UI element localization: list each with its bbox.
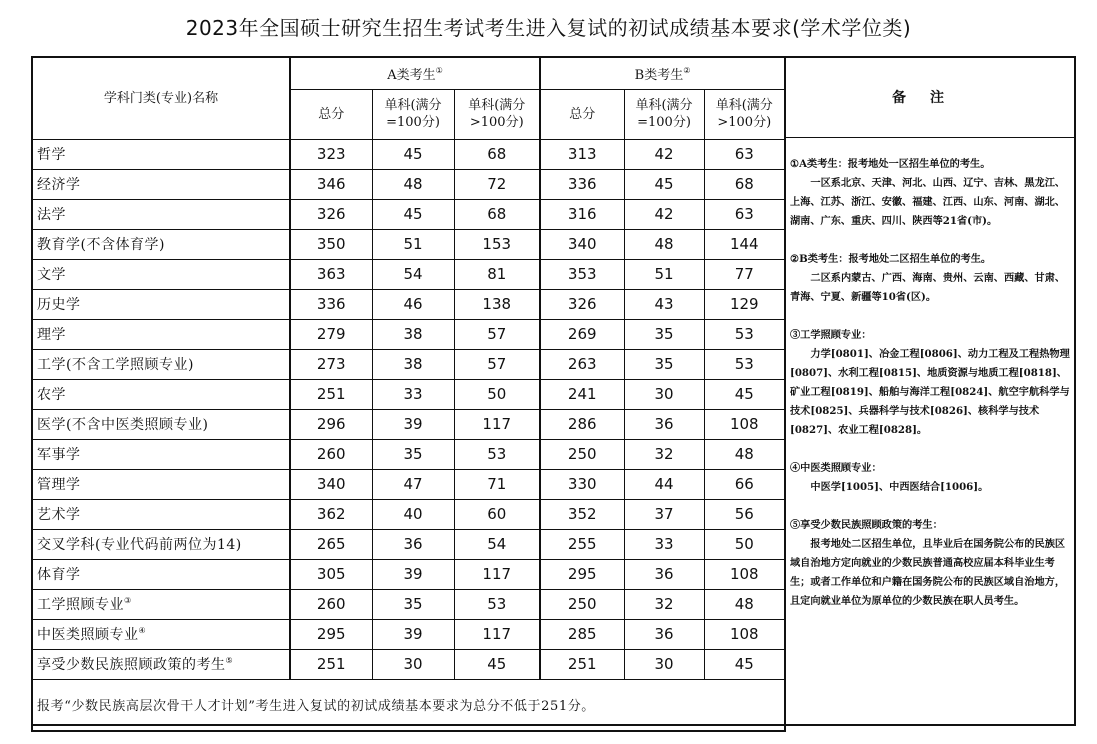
a-single-gt100-score: 57 xyxy=(454,349,540,379)
b-single-gt100-score: 129 xyxy=(704,289,785,319)
a-single-100-score: 35 xyxy=(372,439,454,469)
subject-name: 工学(不含工学照顾专业) xyxy=(32,349,290,379)
b-total-score: 352 xyxy=(540,499,624,529)
a-single-100-score: 47 xyxy=(372,469,454,499)
a-total-score: 295 xyxy=(290,619,372,649)
b-single-gt100-score: 48 xyxy=(704,589,785,619)
table-row xyxy=(32,439,785,469)
b-single-gt100-score: 56 xyxy=(704,499,785,529)
b-total-score: 336 xyxy=(540,169,624,199)
table-row xyxy=(32,319,785,349)
a-total-score: 251 xyxy=(290,379,372,409)
a-total-score: 260 xyxy=(290,439,372,469)
b-single-100-score: 36 xyxy=(624,409,704,439)
table-row xyxy=(32,499,785,529)
b-total-score: 250 xyxy=(540,439,624,469)
b-single-100-score: 37 xyxy=(624,499,704,529)
b-single-100-score: 35 xyxy=(624,349,704,379)
a-single-100-score: 35 xyxy=(372,589,454,619)
a-total-score: 279 xyxy=(290,319,372,349)
table-row xyxy=(32,469,785,499)
b-single-gt100-score: 53 xyxy=(704,349,785,379)
a-single-100-score: 38 xyxy=(372,319,454,349)
note-mark: ③ xyxy=(124,596,132,605)
subject-name: 法学 xyxy=(32,199,290,229)
b-single-gt100-score: 45 xyxy=(704,379,785,409)
subject-header: 学科门类(专业)名称 xyxy=(32,57,290,139)
footer-note: 报考“少数民族高层次骨干人才计划”考生进入复试的初试成绩基本要求为总分不低于251分。 xyxy=(32,679,785,731)
b-single-100-score: 36 xyxy=(624,559,704,589)
b-total-score: 255 xyxy=(540,529,624,559)
table-row xyxy=(32,409,785,439)
a-single-gt100-score: 81 xyxy=(454,259,540,289)
a-total-score: 296 xyxy=(290,409,372,439)
b-total-score: 263 xyxy=(540,349,624,379)
a-single-100-score: 54 xyxy=(372,259,454,289)
b-single-100-score: 33 xyxy=(624,529,704,559)
table-row xyxy=(32,589,785,619)
table-row xyxy=(32,169,785,199)
remark-4: ④中医类照顾专业： 中医学[1005]、中西医结合[1006]。 xyxy=(790,462,989,493)
a-single-100-score: 39 xyxy=(372,559,454,589)
b-total-score: 285 xyxy=(540,619,624,649)
b-single-100-score: 42 xyxy=(624,199,704,229)
b-total-score: 316 xyxy=(540,199,624,229)
subject-name: 历史学 xyxy=(32,289,290,319)
remark-3: ③工学照顾专业： 力学[0801]、冶金工程[0806]、动力工程及工程热物理[0807]、水利工程[0815]、地质资源与地质工程[0818]、矿业工程[0819]、船舶与海洋工程[0824]、航空宇航科学与技术[0825]、兵器科学与技术[0826]、核科学与技术[0827]、农业工程[0828]。 xyxy=(790,329,1070,436)
a-single-100-score: 36 xyxy=(372,529,454,559)
score-table xyxy=(31,56,786,732)
a-total-header: 总分 xyxy=(290,89,372,139)
a-single-gt100-score: 117 xyxy=(454,409,540,439)
a-single-100-score: 39 xyxy=(372,619,454,649)
a-single-gt100-score: 117 xyxy=(454,619,540,649)
b-total-score: 353 xyxy=(540,259,624,289)
subject-name: 军事学 xyxy=(32,439,290,469)
a-single-gt100-score: 71 xyxy=(454,469,540,499)
subject-name: 享受少数民族照顾政策的考生⑤ xyxy=(32,649,290,679)
a-single-gt100-score: 138 xyxy=(454,289,540,319)
a-single-gt100-score: 68 xyxy=(454,199,540,229)
note-1-mark: ① xyxy=(435,65,443,75)
a-single-100-header: 单科(满分 =100分) xyxy=(372,89,454,139)
a-single-100-score: 46 xyxy=(372,289,454,319)
b-single-100-score: 51 xyxy=(624,259,704,289)
b-single-gt100-score: 50 xyxy=(704,529,785,559)
a-total-score: 336 xyxy=(290,289,372,319)
note-2-mark: ② xyxy=(683,65,691,75)
a-single-gt100-header: 单科(满分 >100分) xyxy=(454,89,540,139)
remarks-panel xyxy=(790,155,1070,630)
b-single-gt100-score: 108 xyxy=(704,409,785,439)
page-title: 2023年全国硕士研究生招生考试考生进入复试的初试成绩基本要求(学术学位类) xyxy=(185,16,912,40)
subject-name: 艺术学 xyxy=(32,499,290,529)
b-single-100-score: 35 xyxy=(624,319,704,349)
table-row xyxy=(32,619,785,649)
b-total-score: 340 xyxy=(540,229,624,259)
a-single-gt100-score: 53 xyxy=(454,589,540,619)
a-single-100-score: 38 xyxy=(372,349,454,379)
a-single-100-score: 45 xyxy=(372,139,454,169)
a-total-score: 363 xyxy=(290,259,372,289)
b-single-gt100-score: 66 xyxy=(704,469,785,499)
b-single-100-score: 43 xyxy=(624,289,704,319)
a-single-gt100-score: 57 xyxy=(454,319,540,349)
b-single-100-score: 48 xyxy=(624,229,704,259)
table-row xyxy=(32,559,785,589)
b-single-100-score: 44 xyxy=(624,469,704,499)
subject-name: 农学 xyxy=(32,379,290,409)
subject-name: 交叉学科(专业代码前两位为14) xyxy=(32,529,290,559)
b-single-100-score: 45 xyxy=(624,169,704,199)
b-total-header: 总分 xyxy=(540,89,624,139)
a-total-score: 323 xyxy=(290,139,372,169)
a-single-100-score: 48 xyxy=(372,169,454,199)
remark-5: ⑤享受少数民族照顾政策的考生： 报考地处二区招生单位，且毕业后在国务院公布的民族区域自治地方定向就业的少数民族普通高校应届本科毕业生考生；或者工作单位和户籍在国务院公布的民族区域自治地方，且定向就业单位为原单位的少数民族在职人员考生。 xyxy=(790,519,1066,607)
b-single-100-score: 32 xyxy=(624,589,704,619)
subject-name: 文学 xyxy=(32,259,290,289)
a-single-100-score: 45 xyxy=(372,199,454,229)
group-b-header: B类考生② xyxy=(540,57,785,89)
a-single-gt100-score: 60 xyxy=(454,499,540,529)
table-row xyxy=(32,649,785,679)
table-row xyxy=(32,199,785,229)
note-mark: ④ xyxy=(138,626,147,635)
table-row xyxy=(32,259,785,289)
remarks-header: 备注 xyxy=(784,56,1076,138)
a-single-gt100-score: 68 xyxy=(454,139,540,169)
subject-name: 理学 xyxy=(32,319,290,349)
table-row xyxy=(32,139,785,169)
subject-name: 工学照顾专业③ xyxy=(32,589,290,619)
table-row xyxy=(32,379,785,409)
a-total-score: 260 xyxy=(290,589,372,619)
a-single-gt100-score: 72 xyxy=(454,169,540,199)
a-total-score: 251 xyxy=(290,649,372,679)
group-a-header: A类考生① xyxy=(290,57,540,89)
a-total-score: 340 xyxy=(290,469,372,499)
b-single-100-score: 30 xyxy=(624,649,704,679)
a-total-score: 326 xyxy=(290,199,372,229)
b-single-gt100-score: 144 xyxy=(704,229,785,259)
a-total-score: 362 xyxy=(290,499,372,529)
a-single-100-score: 51 xyxy=(372,229,454,259)
remark-1: ①A类考生：报考地处一区招生单位的考生。 一区系北京、天津、河北、山西、辽宁、吉林、黑龙江、上海、江苏、浙江、安徽、福建、江西、山东、河南、湖北、湖南、广东、重庆、四川、陕西等21省(市)。 xyxy=(790,158,1066,227)
b-single-gt100-score: 45 xyxy=(704,649,785,679)
subject-name: 教育学(不含体育学) xyxy=(32,229,290,259)
a-single-100-score: 39 xyxy=(372,409,454,439)
b-single-gt100-score: 48 xyxy=(704,439,785,469)
subject-name: 哲学 xyxy=(32,139,290,169)
a-single-gt100-score: 54 xyxy=(454,529,540,559)
b-total-score: 286 xyxy=(540,409,624,439)
b-single-gt100-score: 63 xyxy=(704,139,785,169)
a-total-score: 346 xyxy=(290,169,372,199)
b-single-gt100-score: 63 xyxy=(704,199,785,229)
b-single-gt100-score: 68 xyxy=(704,169,785,199)
a-single-gt100-score: 50 xyxy=(454,379,540,409)
a-total-score: 305 xyxy=(290,559,372,589)
b-single-100-score: 36 xyxy=(624,619,704,649)
table-row xyxy=(32,229,785,259)
b-single-100-score: 32 xyxy=(624,439,704,469)
b-single-gt100-score: 77 xyxy=(704,259,785,289)
b-total-score: 251 xyxy=(540,649,624,679)
b-total-score: 295 xyxy=(540,559,624,589)
b-single-100-header: 单科(满分 =100分) xyxy=(624,89,704,139)
table-row xyxy=(32,289,785,319)
a-single-100-score: 30 xyxy=(372,649,454,679)
b-single-gt100-score: 53 xyxy=(704,319,785,349)
a-single-gt100-score: 53 xyxy=(454,439,540,469)
b-total-score: 241 xyxy=(540,379,624,409)
subject-name: 经济学 xyxy=(32,169,290,199)
b-total-score: 269 xyxy=(540,319,624,349)
a-single-gt100-score: 45 xyxy=(454,649,540,679)
a-total-score: 273 xyxy=(290,349,372,379)
note-mark: ⑤ xyxy=(225,656,234,665)
subject-name: 医学(不含中医类照顾专业) xyxy=(32,409,290,439)
b-single-100-score: 30 xyxy=(624,379,704,409)
subject-name: 体育学 xyxy=(32,559,290,589)
b-single-gt100-score: 108 xyxy=(704,559,785,589)
b-total-score: 330 xyxy=(540,469,624,499)
a-single-gt100-score: 117 xyxy=(454,559,540,589)
table-row xyxy=(32,529,785,559)
remark-2: ②B类考生：报考地处二区招生单位的考生。 二区系内蒙古、广西、海南、贵州、云南、西藏、甘肃、青海、宁夏、新疆等10省(区)。 xyxy=(790,253,1066,303)
b-total-score: 313 xyxy=(540,139,624,169)
subject-name: 管理学 xyxy=(32,469,290,499)
a-single-100-score: 33 xyxy=(372,379,454,409)
a-single-gt100-score: 153 xyxy=(454,229,540,259)
table-row xyxy=(32,349,785,379)
subject-name: 中医类照顾专业④ xyxy=(32,619,290,649)
b-single-gt100-header: 单科(满分 >100分) xyxy=(704,89,785,139)
b-single-gt100-score: 108 xyxy=(704,619,785,649)
b-single-100-score: 42 xyxy=(624,139,704,169)
a-single-100-score: 40 xyxy=(372,499,454,529)
b-total-score: 250 xyxy=(540,589,624,619)
a-total-score: 350 xyxy=(290,229,372,259)
a-total-score: 265 xyxy=(290,529,372,559)
b-total-score: 326 xyxy=(540,289,624,319)
